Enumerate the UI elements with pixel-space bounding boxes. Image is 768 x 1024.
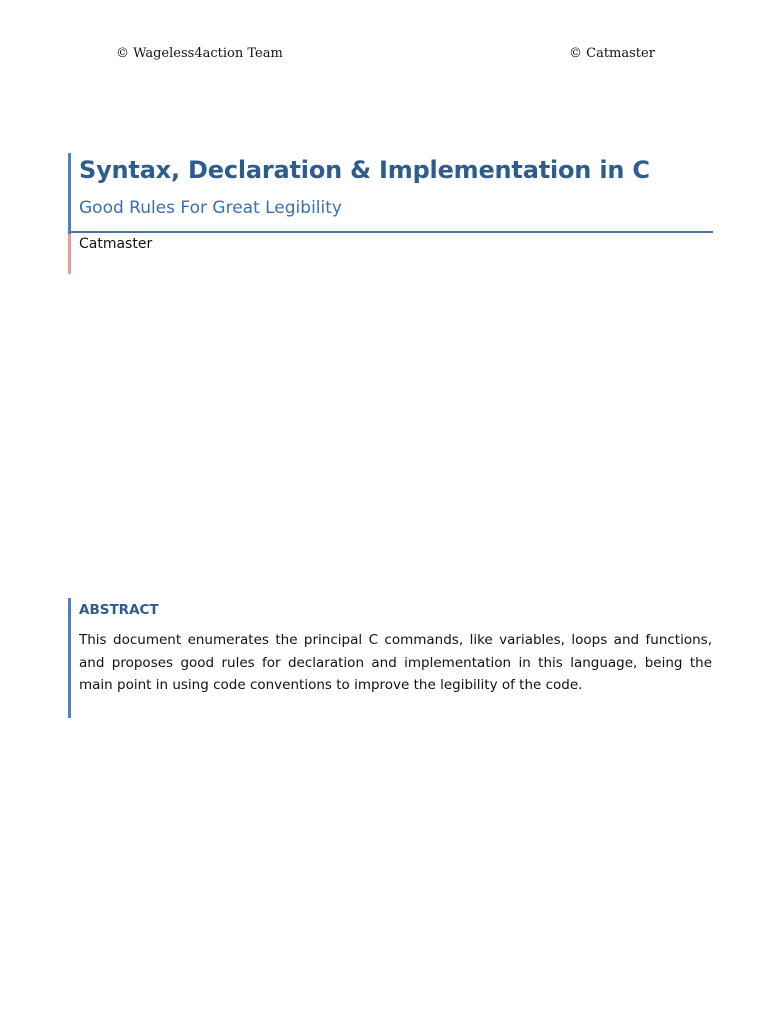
document-title: Syntax, Declaration & Implementation in C xyxy=(79,156,650,184)
header-right-copyright: © Catmaster xyxy=(569,46,655,61)
title-block xyxy=(68,153,713,274)
title-divider xyxy=(71,231,713,233)
document-subtitle: Good Rules For Great Legibility xyxy=(79,198,342,218)
document-author: Catmaster xyxy=(79,236,153,252)
abstract-accent-bar xyxy=(68,598,71,718)
abstract-block xyxy=(68,598,713,718)
title-accent-bar xyxy=(68,153,71,234)
author-accent-bar xyxy=(68,234,71,274)
abstract-text: This document enumerates the principal C commands, like variables, loops and functions, and proposes good rules for declaration and implementation in this language, being the main point in using code conventions to improve the legibility of the code. xyxy=(79,632,712,693)
header-left-copyright: © Wageless4action Team xyxy=(116,46,283,61)
abstract-heading: ABSTRACT xyxy=(79,602,159,618)
